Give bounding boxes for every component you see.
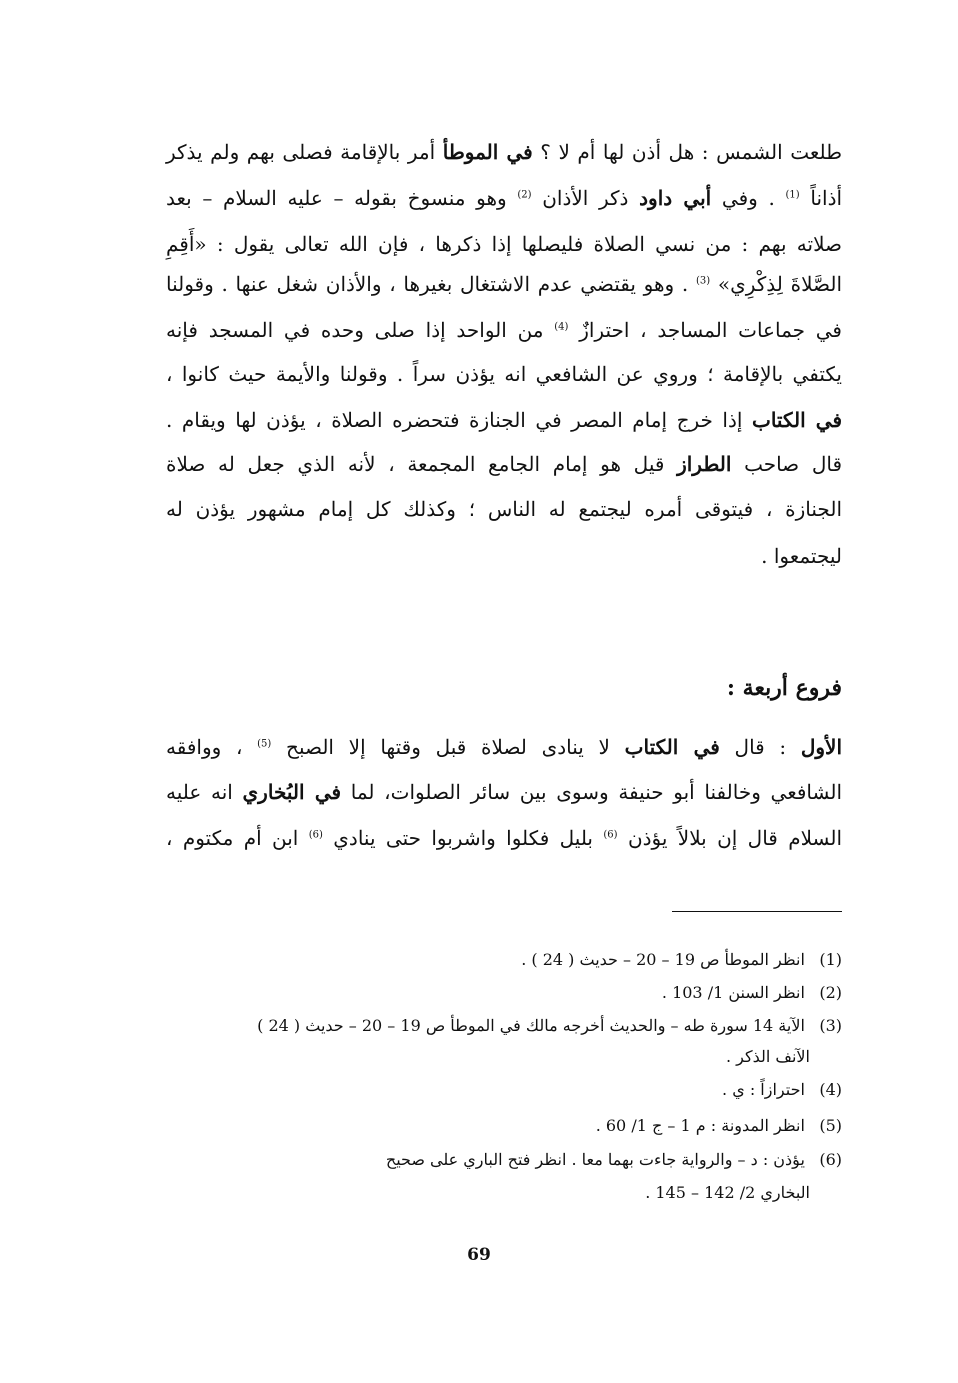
bold-reference: في البُخاري [242, 780, 342, 804]
text-line [166, 735, 842, 759]
footnote-6-continuation: البخاري 2/ 142 – 145 . [645, 1183, 810, 1202]
text-span: انه عليه [166, 780, 233, 804]
text-span: الصَّلاةَ لِذِكْرِي» [717, 272, 843, 296]
text-span: الشافعي وخالفنا أبو حنيفة وسوى بين سائر الصلوات، لما [350, 780, 843, 804]
section-heading: فروع أربعة : [726, 675, 842, 701]
footnote-marker: (1) [785, 189, 800, 201]
bold-reference: الطراز [677, 452, 732, 476]
footnote-text: انظر السنن 1/ 103 . [661, 983, 805, 1002]
footnote-marker: (5) [257, 738, 272, 750]
footnote-number: (6) [819, 1150, 842, 1169]
footnote-marker: (6) [603, 829, 618, 841]
footnote-marker: (4) [554, 321, 569, 333]
footnote-text: الآية 14 سورة طه – والحديث أخرجه مالك في الموطأ ص 19 – 20 – حديث ( 24 ) [257, 1016, 805, 1035]
footnote-number: (1) [819, 950, 842, 969]
text-span: وهو منسوخ بقوله – عليه السلام – بعد [166, 186, 507, 210]
text-span: طلعت الشمس : هل أذن لها أم لا ؟ [540, 140, 843, 164]
footnote-marker: (3) [695, 275, 711, 287]
text-span: من الواحد إذا صلى وحده في المسجد فإنه [166, 318, 544, 342]
footnote-text: يؤذن : د – والرواية جاءت بهما معا . انظر فتح الباري على صحيح [385, 1150, 805, 1169]
footnote-text: انظر الموطأ ص 19 – 20 – حديث ( 24 ) . [521, 950, 805, 969]
footnote-marker: (6) [308, 829, 323, 841]
text-span: أمر بالإقامة فصلى بهم ولم يذكر [166, 140, 436, 164]
text-span: : قال [734, 735, 787, 759]
text-line [166, 497, 842, 521]
text-span: إذا خرج إمام المصر في الجنازة فتحضره الصلاة ، يؤذن لها ويقام . [166, 408, 743, 432]
bold-reference: في الكتاب [751, 408, 843, 432]
bold-reference: في الموطأ [442, 140, 533, 164]
text-span: . وفي [721, 186, 775, 210]
footnote-3-continuation: الآنف الذكر . [725, 1047, 810, 1066]
footnote-text: احترازاً : ي . [722, 1080, 805, 1099]
text-span: الجنازة ، فيتوقى أمره ليجتمع له الناس ؛ وكذلك كل إمام مشهور يؤذن له [166, 497, 842, 521]
text-span: . وهو يقتضي عدم الاشتغال بغيرها ، والأذان شغل عنها . وقولنا [166, 272, 689, 296]
text-line [166, 826, 842, 850]
text-span: بليل فكلوا واشربوا حتى ينادي [333, 826, 594, 850]
text-span: ابن أم مكتوم ، [166, 826, 299, 850]
footnote-number: (2) [819, 983, 842, 1002]
footnote-4 [722, 1080, 842, 1099]
footnote-3 [257, 1016, 842, 1035]
footnote-2 [662, 983, 842, 1002]
bold-reference: في الكتاب [624, 735, 720, 759]
footnote-marker: (2) [517, 189, 532, 201]
text-span: ، ووافقه [166, 735, 243, 759]
text-span: ذكر الأذان [542, 186, 629, 210]
text-line [166, 780, 842, 804]
footnote-6 [386, 1150, 842, 1169]
text-span: في جماعات المساجد ، احترازٌ [579, 318, 842, 342]
text-line [166, 452, 842, 476]
text-line [166, 544, 842, 568]
bold-reference: أبي داود [639, 186, 712, 210]
text-span: صلاته بهم : من نسي الصلاة فليصلها إذا ذكرها ، فإن الله تعالى يقول : «أَقِمِ [166, 232, 842, 256]
footnote-text: انظر المدونة : م 1 – ج 1/ 60 . [595, 1116, 805, 1135]
text-line [166, 186, 842, 210]
text-line [166, 318, 842, 342]
text-line [166, 362, 842, 386]
text-line [166, 272, 842, 296]
footnote-1 [521, 950, 842, 969]
text-span: قال صاحب [744, 452, 843, 476]
text-line [166, 140, 842, 164]
footnote-number: (3) [819, 1016, 842, 1035]
footnote-number: (4) [819, 1080, 842, 1099]
text-span: ليجتمعوا . [761, 544, 842, 568]
text-span: قيل هو إمام الجامع المجمعة ، لأنه الذي جعل له صلاة [166, 452, 665, 476]
text-line [166, 408, 842, 432]
text-line [166, 232, 842, 256]
text-span: أذاناً [810, 186, 843, 210]
text-span: السلام قال إن بلالاً يؤذن [627, 826, 843, 850]
text-span: يكتفي بالإقامة ؛ وروي عن الشافعي انه يؤذن سراً . وقولنا والأيمة حيث كانوا ، [166, 362, 842, 386]
bold-reference: الأول [800, 735, 843, 759]
text-span: لا ينادى لصلاة قبل وقتها إلا الصبح [286, 735, 610, 759]
page-number: 69 [467, 1245, 491, 1265]
footnote-5 [596, 1116, 842, 1135]
footnote-number: (5) [819, 1116, 842, 1135]
footnote-separator [672, 911, 842, 912]
